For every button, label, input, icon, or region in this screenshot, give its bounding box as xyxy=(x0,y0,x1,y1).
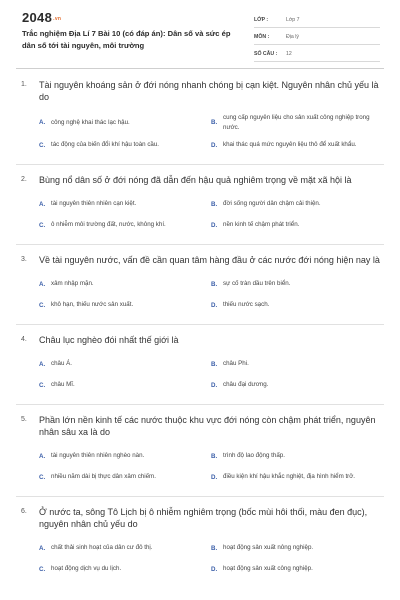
option-c[interactable] xyxy=(39,220,211,230)
option-text: thiếu nước sạch. xyxy=(223,301,270,309)
option-c[interactable] xyxy=(39,564,211,574)
meta-label: MÔN : xyxy=(254,34,270,40)
brand-suffix: .vn xyxy=(53,15,62,22)
meta-value: Địa lý xyxy=(286,34,299,40)
question-item xyxy=(16,506,384,588)
site-logo[interactable] xyxy=(22,10,61,25)
option-text: điều kiện khí hậu khắc nghiệt, địa hình hiểm trở. xyxy=(223,473,356,481)
document-title: Trắc nghiệm Địa Lí 7 Bài 10 (có đáp án): Dân số và sức ép dân số tới tài nguyên, môi trường xyxy=(22,29,231,50)
question-header xyxy=(16,79,384,103)
option-letter: D. xyxy=(211,381,218,389)
option-letter: B. xyxy=(211,360,218,368)
question-item xyxy=(16,414,384,497)
option-letter: A. xyxy=(39,200,46,208)
option-d[interactable] xyxy=(211,300,383,310)
meta-row-count xyxy=(254,48,380,62)
option-letter: B. xyxy=(211,452,218,460)
option-letter: B. xyxy=(211,280,218,288)
option-a[interactable] xyxy=(39,279,211,289)
option-text: châu đại dương. xyxy=(223,381,269,389)
question-text: Về tài nguyên nước, vấn đề cần quan tâm hàng đầu ở các nước đới nóng hiện nay là xyxy=(39,255,380,265)
meta-row-grade xyxy=(254,14,380,28)
option-group xyxy=(39,448,384,485)
option-text: châu Á. xyxy=(51,360,72,368)
question-number: 4. xyxy=(21,336,27,343)
option-letter: D. xyxy=(211,473,218,481)
option-text: đời sống người dân chậm cải thiện. xyxy=(223,200,321,208)
option-text: hoạt động dịch vụ du lịch. xyxy=(51,565,122,573)
question-item xyxy=(16,79,384,165)
meta-row-subject xyxy=(254,31,380,45)
question-text: Châu lục nghèo đói nhất thế giới là xyxy=(39,335,179,345)
option-text: tác động của biến đổi khí hậu toàn cầu. xyxy=(51,141,160,149)
option-text: hoạt động sản xuất nông nghiệp. xyxy=(223,544,314,552)
option-d[interactable] xyxy=(211,472,383,482)
header-divider xyxy=(16,68,384,69)
question-number: 3. xyxy=(21,256,27,263)
option-text: trình độ lao động thấp. xyxy=(223,452,285,460)
option-text: nhiều năm dài bị thực dân xâm chiếm. xyxy=(51,473,156,481)
question-text: Ở nước ta, sông Tô Lịch bị ô nhiễm nghiêm trọng (bốc mùi hôi thối, màu đen đục), nguyên nhân chủ yếu do xyxy=(39,507,368,529)
option-letter: C. xyxy=(39,301,46,309)
option-text: công nghệ khai thác lạc hậu. xyxy=(51,118,130,126)
option-letter: A. xyxy=(39,360,46,368)
option-a[interactable] xyxy=(39,199,211,209)
option-d[interactable] xyxy=(211,380,383,390)
option-text: tài nguyên thiên nhiên cạn kiệt. xyxy=(51,200,137,208)
option-a[interactable] xyxy=(39,359,211,369)
question-item xyxy=(16,174,384,245)
brand-name: 2048 xyxy=(22,10,53,25)
question-header xyxy=(16,334,384,346)
option-b[interactable] xyxy=(211,543,383,553)
question-item xyxy=(16,334,384,405)
option-c[interactable] xyxy=(39,300,211,310)
question-header xyxy=(16,506,384,530)
option-letter: D. xyxy=(211,221,218,229)
option-text: cung cấp nguyên liệu cho sản xuất công nghiệp trong nước. xyxy=(223,114,370,131)
option-text: ô nhiễm môi trường đất, nước, không khí. xyxy=(51,221,166,229)
question-item xyxy=(16,254,384,325)
option-c[interactable] xyxy=(39,380,211,390)
option-text: xâm nhập mặn. xyxy=(51,280,94,288)
option-letter: C. xyxy=(39,473,46,481)
option-b[interactable] xyxy=(211,113,383,132)
option-c[interactable] xyxy=(39,140,211,150)
option-text: hoạt động sản xuất công nghiệp. xyxy=(223,565,313,573)
question-number: 5. xyxy=(21,416,27,423)
option-text: khô hạn, thiếu nước sản xuất. xyxy=(51,301,134,309)
option-text: nền kinh tế chậm phát triển. xyxy=(223,221,300,229)
meta-label: LỚP : xyxy=(254,17,269,23)
meta-label: SỐ CÂU : xyxy=(254,51,278,57)
option-b[interactable] xyxy=(211,359,383,369)
option-text: tài nguyên thiên nhiên nghèo nàn. xyxy=(51,452,145,460)
option-group xyxy=(39,276,384,313)
option-group xyxy=(39,196,384,233)
question-text: Tài nguyên khoáng sản ở đới nóng nhanh chóng bị cạn kiệt. Nguyên nhân chủ yếu là do xyxy=(39,80,379,102)
option-letter: A. xyxy=(39,119,46,126)
question-number: 2. xyxy=(21,176,27,183)
option-letter: D. xyxy=(211,141,218,149)
option-letter: B. xyxy=(211,544,218,552)
option-text: châu Mĩ. xyxy=(51,381,75,389)
option-d[interactable] xyxy=(211,564,383,574)
option-a[interactable] xyxy=(39,118,211,128)
option-letter: B. xyxy=(211,200,218,208)
option-letter: C. xyxy=(39,565,46,573)
page-header xyxy=(0,0,400,64)
option-text: khai thác quá mức nguyên liệu thô để xuất khẩu. xyxy=(223,141,357,149)
option-text: châu Phi. xyxy=(223,360,249,368)
option-letter: A. xyxy=(39,452,46,460)
question-header xyxy=(16,254,384,266)
option-group xyxy=(39,113,384,153)
meta-value: Lớp 7 xyxy=(286,17,300,23)
option-letter: C. xyxy=(39,141,46,149)
question-text: Bùng nổ dân số ở đới nóng đã dẫn đến hậu quả nghiêm trọng về mặt xã hội là xyxy=(39,175,352,185)
question-number: 6. xyxy=(21,508,27,515)
option-group xyxy=(39,540,384,577)
question-header xyxy=(16,174,384,186)
option-b[interactable] xyxy=(211,279,383,289)
option-letter: C. xyxy=(39,221,46,229)
option-b[interactable] xyxy=(211,199,383,209)
option-d[interactable] xyxy=(211,140,383,150)
option-letter: C. xyxy=(39,381,46,389)
option-letter: A. xyxy=(39,544,46,552)
option-d[interactable] xyxy=(211,220,383,230)
question-number: 1. xyxy=(21,81,27,88)
option-c[interactable] xyxy=(39,472,211,482)
question-header xyxy=(16,414,384,438)
option-text: sự cố tràn dầu trên biển. xyxy=(223,280,291,288)
option-letter: D. xyxy=(211,301,218,309)
option-letter: D. xyxy=(211,565,218,573)
option-letter: B. xyxy=(211,119,218,126)
option-a[interactable] xyxy=(39,543,211,553)
option-letter: A. xyxy=(39,280,46,288)
option-text: chất thải sinh hoạt của dân cư đô thị. xyxy=(51,544,153,552)
question-text: Phần lớn nền kinh tế các nước thuộc khu vực đới nóng còn chậm phát triển, nguyên nhân sâu xa là do xyxy=(39,415,376,437)
question-list xyxy=(16,79,384,597)
option-group xyxy=(39,356,384,393)
option-b[interactable] xyxy=(211,451,383,461)
document-meta xyxy=(254,14,380,65)
meta-value: 12 xyxy=(286,51,292,57)
option-a[interactable] xyxy=(39,451,211,461)
